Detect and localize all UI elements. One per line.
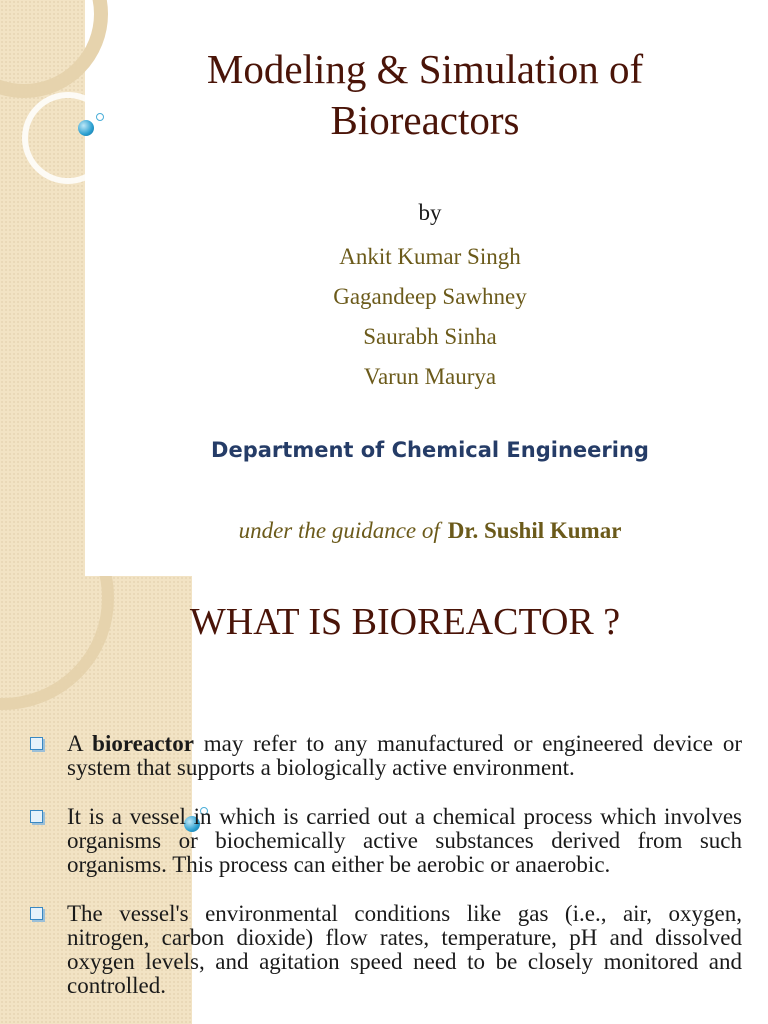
definition-slide	[0, 576, 768, 1024]
bullet-text: The vessel's environmental conditions like gas (i.e., air, oxygen, nitrogen, carbon dioxide) flow rates, temperature, pH and dissolved oxygen levels, and agitation speed need to be closely monitored and controlled.	[67, 901, 742, 998]
small-ring-icon	[96, 113, 104, 121]
square-bullet-icon	[30, 737, 43, 750]
list-item	[30, 732, 742, 780]
guidance-line	[150, 518, 710, 544]
list-item	[30, 902, 742, 998]
department-name: Department of Chemical Engineering	[211, 438, 649, 462]
bullet-list	[30, 732, 742, 1023]
author-list	[280, 237, 580, 397]
decorative-circle	[0, 0, 108, 98]
author-name: Saurabh Sinha	[363, 324, 497, 349]
square-bullet-icon	[30, 907, 43, 920]
square-bullet-icon	[30, 810, 43, 823]
guide-name: Dr. Sushil Kumar	[447, 518, 622, 543]
bullet-text: may refer to any manufactured or engineered device or system that supports a biologically active environment.	[67, 731, 742, 780]
author-name: Gagandeep Sawhney	[333, 284, 527, 309]
bullet-prefix: A	[67, 731, 93, 756]
decorative-ring	[22, 92, 114, 184]
bullet-text: It is a vessel in which is carried out a chemical process which involves organisms or biochemically active substances derived from such organisms. This process can either be aerobic or anaerobic.	[67, 804, 742, 877]
slide-title: WHAT IS BIOREACTOR ?	[189, 601, 621, 643]
bullet-bold-term: bioreactor	[92, 731, 194, 756]
author-name: Ankit Kumar Singh	[339, 244, 521, 269]
presentation-title: Modeling & Simulation of Bioreactors	[206, 46, 644, 143]
guidance-prefix: under the guidance of	[238, 518, 440, 543]
blue-orb-icon	[78, 120, 94, 136]
by-label: by	[418, 200, 442, 225]
author-name: Varun Maurya	[363, 364, 497, 389]
list-item	[30, 805, 742, 877]
